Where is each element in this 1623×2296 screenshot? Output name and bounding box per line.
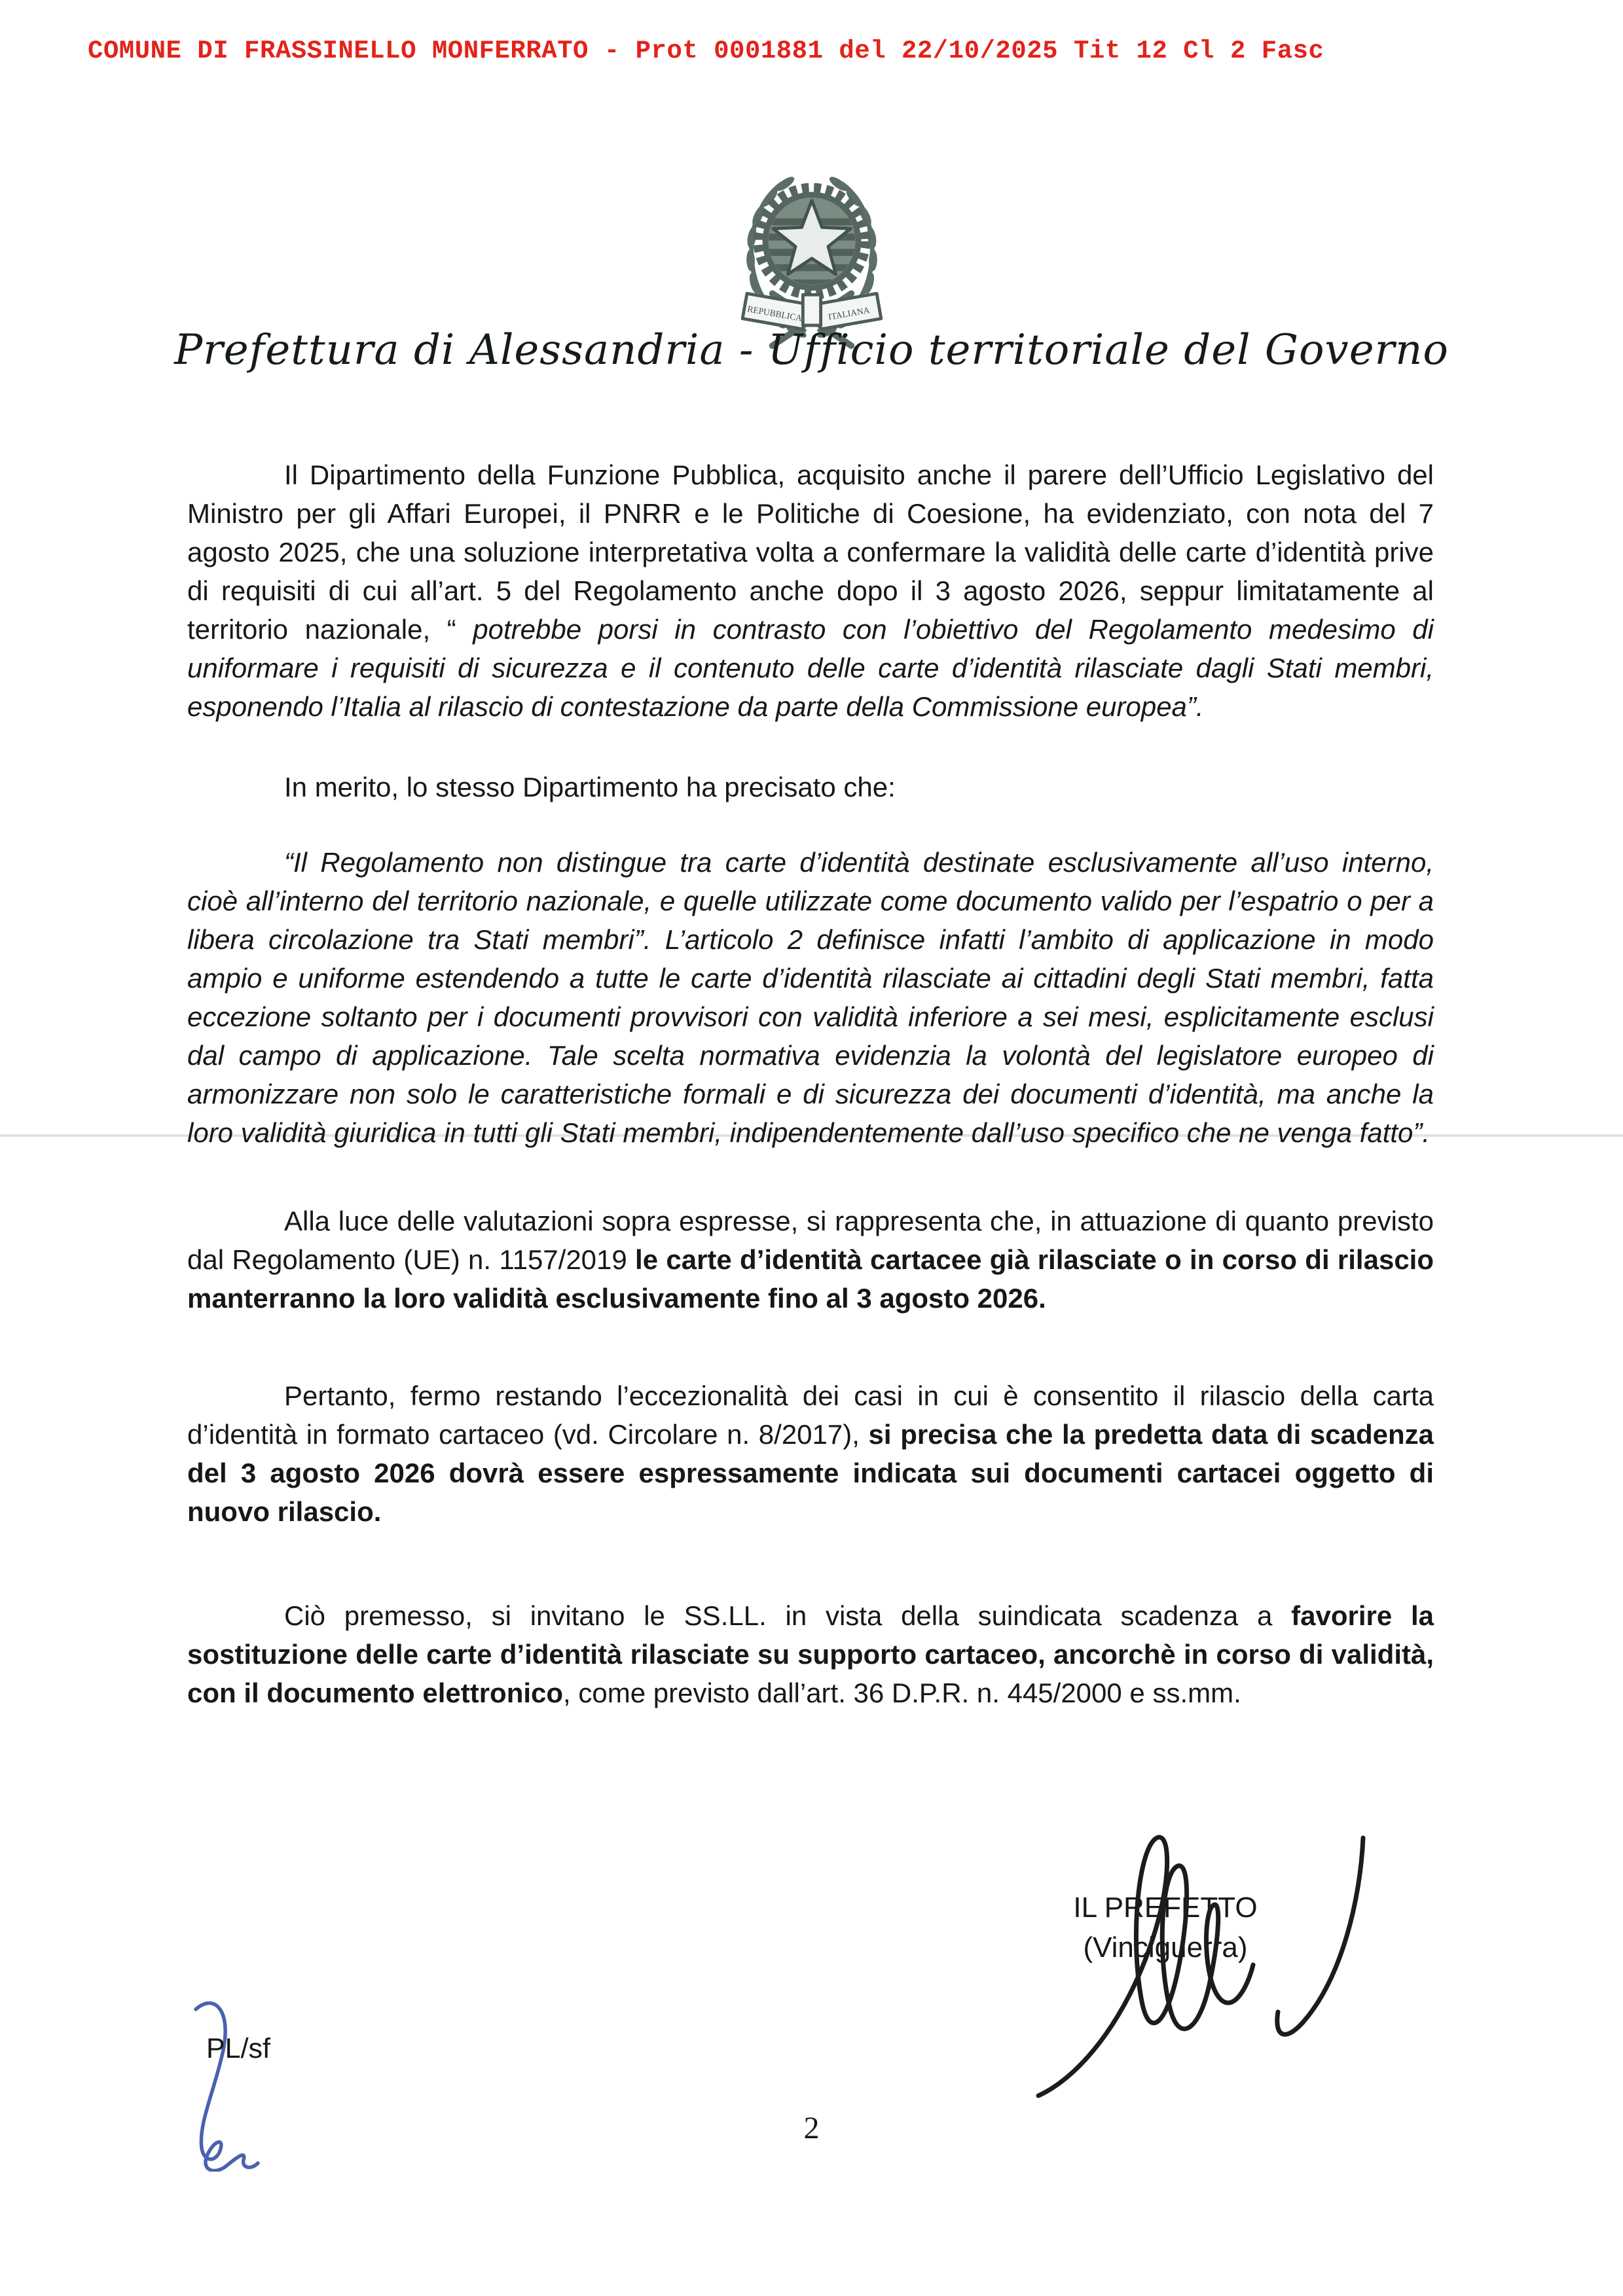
page-number: 2 [803, 2111, 820, 2145]
paragraph [187, 1376, 1434, 1531]
typist-initials: PL/sf [206, 2033, 270, 2064]
prefect-signature-icon [993, 1793, 1412, 2101]
paragraph [187, 456, 1434, 726]
paragraph [187, 1202, 1434, 1318]
body-paragraphs [187, 456, 1434, 1712]
paragraph-segment: si precisa che la predetta data di scadenza del 3 agosto 2026 dovrà essere espressamente indicata sui documenti cartacei oggetto di nuovo rilascio. [187, 1419, 1434, 1527]
signer-name: (Vinciguerra) [1083, 1931, 1248, 1964]
paragraph-segment: Il Dipartimento della Funzione Pubblica, acquisito anche il parere dell’Ufficio Legislativo del Ministro per gli Affari Europei, il PNRR e le Politiche di Coesione, ha evidenziato, con nota del 7 agosto 2025, che una soluzione interpretativa volta a confermare la validità delle carte d’identità prive di requisiti di cui all’art. 5 del Regolamento anche dopo il 3 agosto 2026, seppur limitatamente al territorio nazionale, “ [187, 459, 1434, 645]
paragraph-segment: In merito, lo stesso Dipartimento ha precisato che: [284, 772, 896, 802]
paragraph-segment: Alla luce delle valutazioni sopra espresse, si rappresenta che, in attuazione di quanto previsto dal Regolamento (UE) n. 1157/2019 [187, 1206, 1434, 1275]
signer-role: IL PREFETTO [1073, 1892, 1258, 1924]
paragraph-segment: potrebbe porsi in contrasto con l’obiettivo del Regolamento medesimo di uniformare i requisiti di sicurezza e il contenuto delle carte d’identità rilasciate dagli Stati membri, esponendo l’Italia al rilascio di contestazione da parte della Commissione europea”. [187, 614, 1434, 722]
paragraph-segment: le carte d’identità cartacee già rilasciate o in corso di rilascio manterranno la loro validità esclusivamente fino al 3 agosto 2026. [187, 1244, 1434, 1314]
emblem-caption-right: ITALIANA [827, 304, 870, 322]
italian-republic-emblem-icon [735, 160, 889, 354]
paragraph-segment: Pertanto, fermo restando l’eccezionalità dei casi in cui è consentito il rilascio della carta d’identità in formato cartaceo (vd. Circolare n. 8/2017), [187, 1380, 1434, 1450]
paragraph-segment: “Il Regolamento non distingue tra carte d’identità destinate esclusivamente all’uso interno, cioè all’interno del territorio nazionale, e quelle utilizzate come documento valido per l’espatrio o per a libera circolazione tra Stati membri”. L’articolo 2 definisce infatti l’ambito di applicazione in modo ampio e uniforme estendendo a tutte le carte d’identità rilasciate ai cittadini degli Stati membri, fatta eccezione soltanto per i documenti provvisori con validità inferiore a sei mesi, esplicitamente esclusi dal campo di applicazione. Tale scelta normativa evidenzia la volontà del legislatore europeo di armonizzare non solo le caratteristiche formali e di sicurezza dei documenti d’identità, ma anche la loro validità giuridica in tutti gli Stati membri, indipendentemente dall’uso specifico che ne venga fatto”. [187, 847, 1434, 1148]
emblem-caption-left: REPUBBLICA [746, 304, 803, 323]
paragraph-segment: Ciò premesso, si invitano le SS.LL. in vista della suindicata scadenza a [284, 1600, 1292, 1631]
paragraph [187, 843, 1434, 1152]
letterhead-title: Prefettura di Alessandria - Ufficio territoriale del Governo [174, 326, 1449, 374]
paragraph-segment: favorire la sostituzione delle carte d’identità rilasciate su supporto cartaceo, ancorchè in corso di validità, con il documento elettronico [187, 1600, 1434, 1708]
paragraph [187, 1596, 1434, 1712]
emblem-svg [735, 160, 889, 351]
paragraph-segment: , come previsto dall’art. 36 D.P.R. n. 445/2000 e ss.mm. [563, 1677, 1241, 1708]
paragraph [187, 768, 1434, 806]
protocol-stamp: COMUNE DI FRASSINELLO MONFERRATO - Prot 0001881 del 22/10/2025 Tit 12 Cl 2 Fasc [88, 37, 1324, 65]
